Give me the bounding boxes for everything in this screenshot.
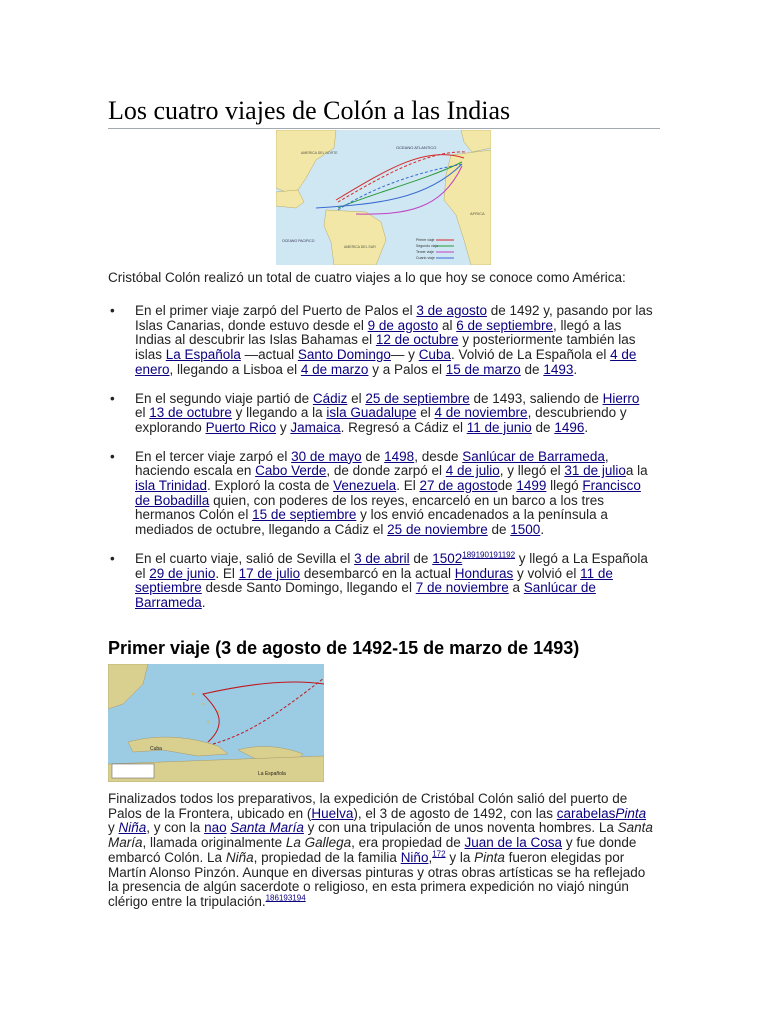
link[interactable]: La Española — [165, 347, 241, 363]
italic-text: Niña — [118, 820, 147, 836]
link[interactable]: 11 de septiembre — [135, 565, 613, 596]
map1-label-south-america: AMERICA DEL SUR — [344, 245, 376, 249]
map1-label-africa: AFRICA — [470, 211, 485, 216]
link[interactable]: 9 de agosto — [367, 317, 439, 333]
voyages-list — [108, 304, 653, 625]
text: el — [135, 405, 150, 421]
text: . Regresó a Cádiz el — [340, 419, 467, 435]
text: de 1493, saliendo de — [469, 390, 603, 406]
text: de — [487, 522, 511, 538]
text: llegó — [546, 478, 583, 494]
text: . El — [396, 478, 420, 494]
text: de — [409, 550, 433, 566]
link[interactable]: Huelva — [311, 805, 354, 821]
text: el — [416, 405, 435, 421]
text: , de donde zarpó el — [326, 463, 446, 479]
link[interactable]: Sanlúcar de Barrameda — [135, 580, 596, 610]
text: desde Santo Domingo, llegando el — [201, 580, 416, 596]
text: —actual — [240, 347, 298, 363]
text: Finalizados todos los preparativos, la expedición de Cristóbal Colón salió del puerto de Palos de la Frontera, ubicado en ( — [108, 791, 628, 821]
text: . Volvió de La Española el — [450, 347, 611, 363]
text: y llegó a La Española el — [135, 550, 648, 581]
text: En el cuarto viaje, salió de Sevilla el — [135, 550, 355, 566]
link[interactable]: 3 de agosto — [416, 303, 487, 318]
list-item — [108, 304, 653, 378]
map2-label-cuba: Cuba — [150, 746, 162, 752]
text: y los envió encadenados a la península a mediados de octubre, llegando a Cádiz el — [135, 507, 608, 538]
first-voyage-map — [108, 664, 324, 782]
text: de — [520, 361, 544, 377]
text: quien, con poderes de los reyes, encarceló en un barco a los tres hermanos Colón el — [135, 492, 605, 523]
text: . — [573, 361, 578, 377]
link[interactable]: Puerto Rico — [205, 419, 277, 435]
italic-text: Pinta — [474, 849, 505, 865]
map2-label-la-espanola: La Española — [258, 771, 286, 777]
text: , y llegó el — [499, 463, 565, 479]
link[interactable]: Jamaica — [290, 419, 341, 435]
link[interactable]: 13 de octubre — [149, 405, 232, 421]
link[interactable]: 1500 — [510, 522, 541, 538]
link[interactable]: Venezuela — [333, 478, 397, 494]
text: . — [584, 419, 589, 435]
link[interactable] — [119, 820, 147, 835]
link[interactable]: 17 de julio — [238, 565, 301, 581]
intro-text: Cristóbal Colón realizó un total de cuatro viajes a lo que hoy se conoce como América: — [108, 270, 626, 285]
bullet: • — [110, 390, 115, 406]
link[interactable]: 25 de septiembre — [365, 390, 470, 406]
link[interactable]: 6 de septiembre — [456, 317, 554, 333]
link[interactable] — [230, 820, 304, 835]
text: y a Palos el — [368, 361, 446, 377]
text: al — [438, 317, 457, 333]
link[interactable]: nao — [204, 820, 227, 836]
reference-link[interactable]: 172 — [432, 849, 446, 859]
first-voyage-paragraph — [108, 792, 653, 910]
text: — y — [390, 347, 419, 363]
link[interactable]: 30 de mayo — [291, 448, 362, 464]
link[interactable]: Niño — [400, 849, 429, 865]
text: y la — [445, 849, 475, 865]
link[interactable]: 3 de abril — [354, 550, 410, 566]
page-title: Los cuatro viajes de Colón a las Indias — [108, 96, 660, 129]
link[interactable]: 15 de marzo — [445, 361, 521, 377]
list-item — [108, 392, 653, 436]
link[interactable]: 1493 — [543, 361, 574, 377]
text: de — [497, 478, 517, 494]
legend-item: Segundo viaje — [416, 244, 439, 248]
link[interactable]: Honduras — [454, 565, 514, 581]
link[interactable]: isla Trinidad — [135, 478, 208, 494]
text: el — [347, 390, 366, 406]
link[interactable]: 29 de junio — [149, 565, 216, 581]
italic-text: Santa María — [230, 820, 304, 836]
link[interactable]: 31 de julio — [564, 463, 626, 479]
link[interactable]: Juan de la Cosa — [464, 835, 563, 851]
link[interactable]: 1498 — [384, 448, 415, 464]
text: y — [108, 820, 119, 836]
link[interactable]: 7 de noviembre — [415, 580, 509, 596]
text: . El — [215, 565, 239, 581]
italic-text: Niña — [225, 849, 254, 865]
text: y — [276, 419, 291, 435]
legend-item: Cuarto viaje — [416, 256, 435, 260]
text: a — [508, 580, 524, 596]
link[interactable]: 1499 — [516, 478, 547, 494]
reference-link[interactable]: 186193194 — [265, 893, 306, 903]
text: , desde — [414, 448, 463, 464]
list-item — [108, 450, 653, 538]
link[interactable]: isla Guadalupe — [326, 405, 417, 421]
link[interactable]: Hierro — [602, 390, 640, 406]
map1-label-atlantic: OCEANO ATLANTICO — [396, 145, 437, 150]
text: de — [361, 448, 385, 464]
bullet: • — [110, 448, 115, 464]
text: En el tercer viaje zarpó el — [135, 448, 292, 464]
text: , y con la — [146, 820, 205, 836]
map1-label-north-america: AMERICA DEL NORTE — [301, 151, 338, 155]
text: , llamada originalmente — [142, 835, 286, 851]
link[interactable]: 4 de noviembre — [434, 405, 528, 421]
text: a la — [625, 463, 648, 479]
link[interactable]: Santo Domingo — [297, 347, 391, 363]
link[interactable]: 4 de enero — [135, 347, 637, 377]
text: y volvió el — [513, 565, 581, 581]
text: , descubriendo y explorando — [135, 405, 627, 435]
text: , haciendo escala en — [135, 448, 609, 479]
text: . Exploró la costa de — [207, 478, 334, 494]
link[interactable] — [615, 806, 646, 821]
link[interactable]: Sanlúcar de Barrameda — [462, 448, 605, 464]
text: , llegando a Lisboa el — [169, 361, 301, 377]
text: En el primer viaje zarpó del Puerto de Palos el — [135, 303, 417, 318]
link[interactable]: 1502 — [432, 550, 463, 566]
link[interactable]: 12 de octubre — [375, 332, 459, 348]
text: En el segundo viaje partió de — [135, 390, 313, 406]
reference-link[interactable]: 189190191192 — [462, 550, 516, 560]
section-heading: Primer viaje (3 de agosto de 1492-15 de marzo de 1493) — [108, 638, 580, 658]
map1-label-pacific: OCEANO PACIFICO — [282, 239, 315, 243]
link[interactable]: 1496 — [554, 419, 585, 435]
link[interactable]: Cádiz — [312, 390, 348, 406]
text: , — [428, 849, 433, 865]
italic-text: Pinta — [615, 805, 647, 821]
text: . — [540, 522, 545, 538]
text: y fue donde embarcó Colón. La — [108, 835, 637, 865]
link[interactable]: 11 de junio — [466, 419, 532, 435]
bullet: • — [110, 303, 115, 318]
legend-item: Primer viaje — [416, 238, 435, 242]
text: . — [201, 594, 206, 610]
text: , propiedad de la familia — [253, 849, 401, 865]
text: de — [531, 419, 555, 435]
text: y llegando a la — [231, 405, 327, 421]
text: , llegó a las Indias al descubrir las Islas Bahamas el — [135, 317, 622, 348]
text: ), el 3 de agosto de 1492, con las — [353, 805, 557, 821]
voyages-map — [276, 130, 491, 265]
text: desembarcó en la actual — [300, 565, 455, 581]
text: y posteriormente también las islas — [135, 332, 636, 363]
link[interactable]: 15 de septiembre — [252, 507, 357, 523]
link[interactable]: 25 de noviembre — [387, 522, 488, 538]
link[interactable]: 4 de julio — [445, 463, 500, 479]
text: y con una tripulación de unos noventa hombres. La — [303, 820, 618, 836]
italic-text: La Gallega — [285, 835, 352, 851]
link[interactable]: Cuba — [418, 347, 451, 363]
list-item — [108, 552, 653, 611]
link[interactable]: 4 de marzo — [300, 361, 369, 377]
text: de 1492 y, pasando por las Islas Canarias, donde estuvo desde el — [135, 303, 653, 333]
link[interactable]: 27 de agosto — [419, 478, 498, 494]
legend-item: Tercer viaje — [416, 250, 434, 254]
text: fueron elegidas por Martín Alonso Pinzón. Aunque en diversas pinturas y otras obras artísticas se ha reflejado la presencia de algún sacerdote o religioso, en esta primera expedición no viajó ningún clérigo entre la tripulación. — [108, 849, 646, 909]
text: , era propiedad de — [351, 835, 465, 851]
link[interactable]: Cabo Verde — [255, 463, 327, 479]
bullet: • — [110, 550, 115, 566]
link[interactable]: carabelas — [556, 805, 616, 821]
italic-text: Santa María — [108, 820, 653, 851]
link[interactable]: Francisco de Bobadilla — [135, 478, 641, 508]
